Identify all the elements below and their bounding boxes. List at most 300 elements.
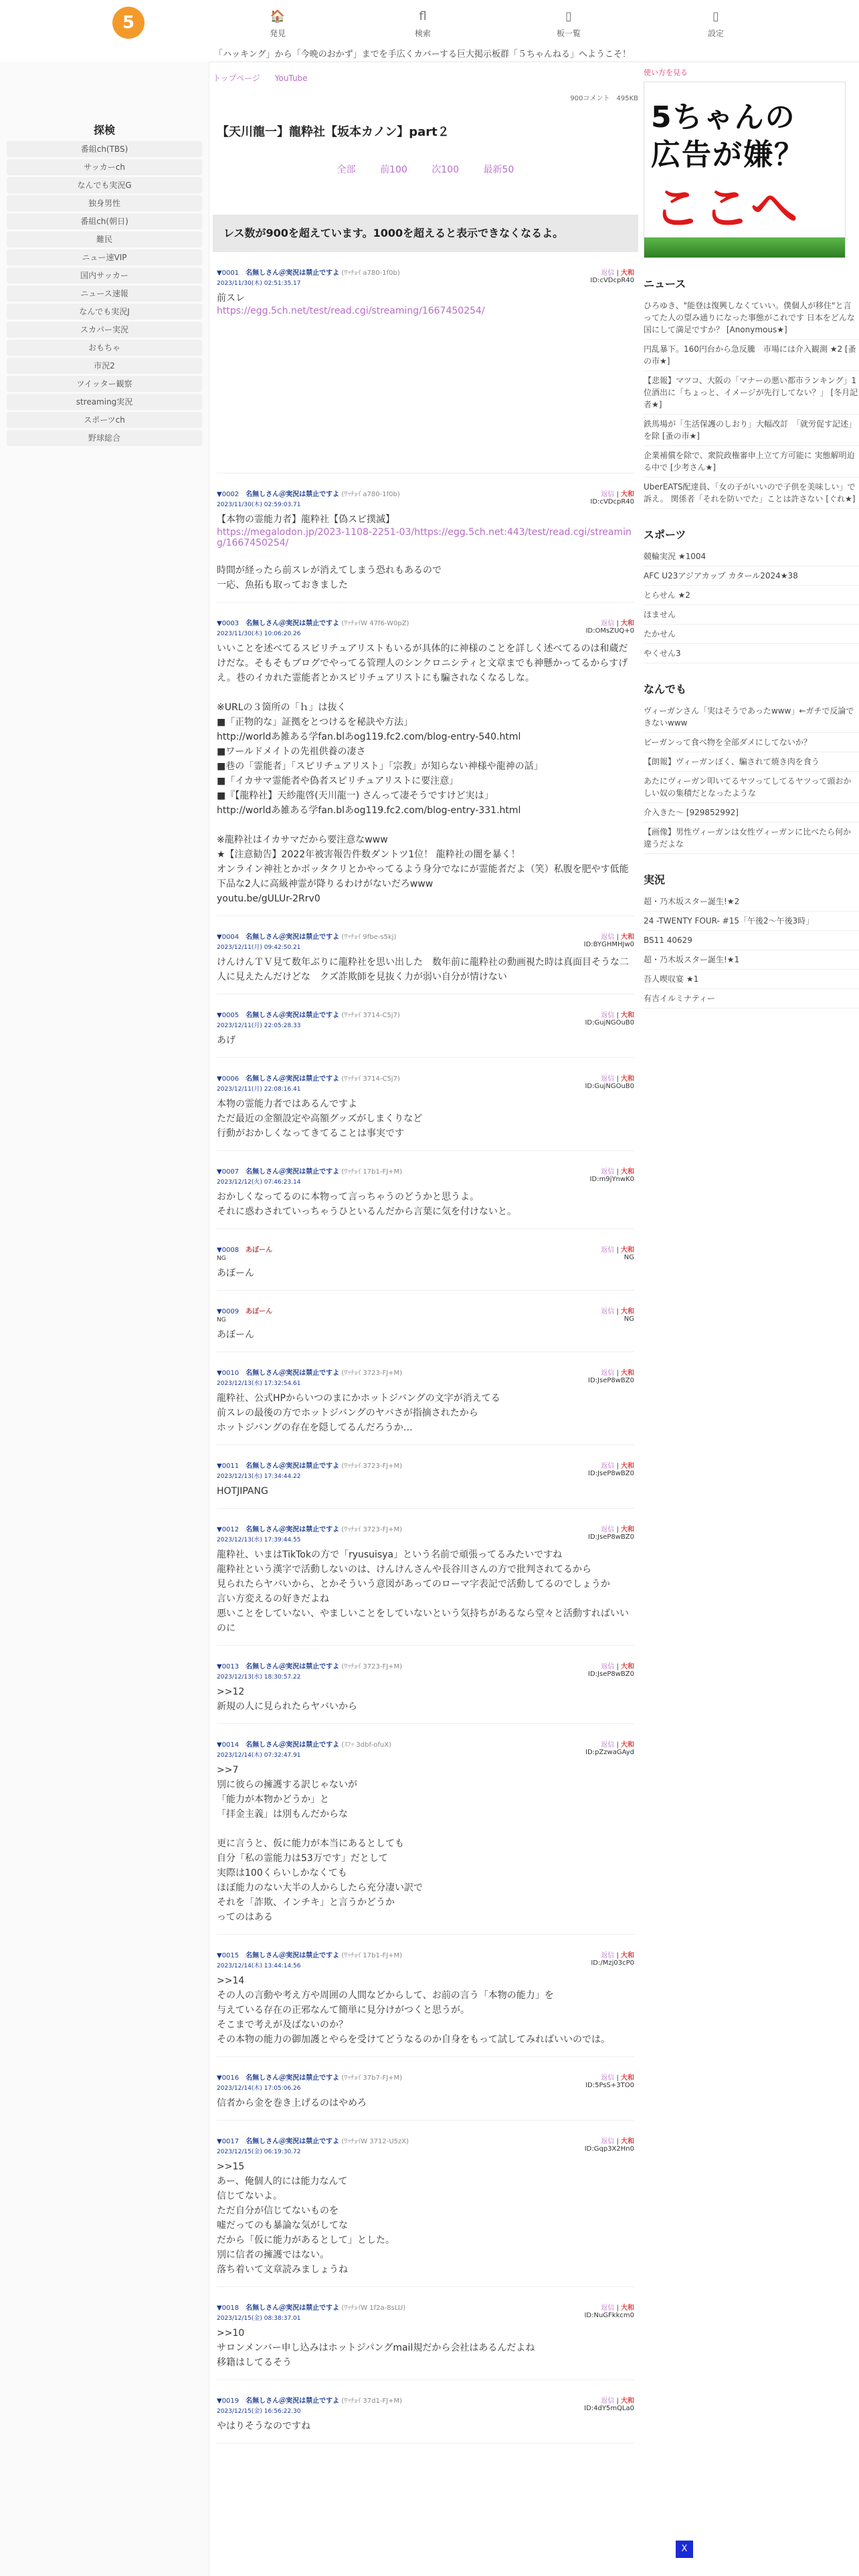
reply-link[interactable]: 返信 bbox=[601, 1308, 615, 1315]
left-sidebar bbox=[0, 62, 209, 2576]
ad-line2: 広告が嫌？ bbox=[651, 138, 805, 172]
post-trip: (ﾜｯﾁｮｲ 17b1-FJ+M) bbox=[341, 1168, 403, 1176]
post-author: 名無しさん＠実況は禁止ですよ bbox=[246, 1012, 340, 1019]
ad-line3: ここへ bbox=[654, 181, 801, 235]
post-number[interactable]: ▼0005 bbox=[217, 1012, 240, 1019]
post-number[interactable]: ▼0009 bbox=[217, 1308, 240, 1315]
gear-icon: ▯ bbox=[712, 9, 719, 23]
post-id: ID:5PsS+3TO0 bbox=[585, 2082, 634, 2089]
post bbox=[213, 2135, 638, 2287]
post-date: 2023/11/30(木) 02:51:35.17 bbox=[217, 280, 301, 287]
section-link[interactable]: ビーガンって食べ物を全部ダメにしてないか？ bbox=[644, 733, 859, 752]
sidebar-board-item[interactable]: おもちゃ bbox=[7, 340, 202, 356]
post-date: NG bbox=[217, 1255, 226, 1262]
post-header bbox=[217, 617, 634, 627]
sidebar-board-item[interactable]: ニュー速VIP bbox=[7, 249, 202, 265]
section-link[interactable]: 超・乃木坂スター誕生!★2 bbox=[644, 892, 859, 911]
post-author: 名無しさん＠実況は禁止ですよ bbox=[246, 2397, 340, 2405]
post-id: ID:OMsZUQ+0 bbox=[585, 627, 634, 635]
ng-link[interactable]: 大和 bbox=[621, 2138, 634, 2145]
post-number[interactable]: ▼0019 bbox=[217, 2397, 240, 2405]
post-author: 名無しさん＠実況は禁止ですよ bbox=[246, 1952, 340, 1959]
nav-settings[interactable] bbox=[676, 9, 756, 39]
post-id: ID:JseP8wBZ0 bbox=[588, 1377, 634, 1384]
post-header bbox=[217, 1523, 634, 1533]
post-body: >>14 その人の言動や考え方や周囲の人間などからして、お前の言う「本物の能力」を 与えている存在の正邪なんて簡単に見分けがつくと思うが。 そこまで考えが及ばないのか？ その本物の能力の御加護とやらを受けてどうなるのか自身をもって試してみればいいのでは。 bbox=[217, 1975, 610, 2045]
post-id: ID:cVDcpR40 bbox=[590, 498, 634, 506]
nav-boards-label: 板一覧 bbox=[556, 29, 581, 38]
ng-link[interactable]: 大和 bbox=[621, 491, 634, 498]
post-actions: 返信 | 大和 ID:Gqp3X2Hn0 bbox=[584, 2138, 634, 2153]
section-title: 実況 bbox=[644, 873, 666, 886]
post-divider bbox=[217, 1723, 634, 1724]
reply-link[interactable]: 返信 bbox=[601, 2304, 615, 2312]
post-number[interactable]: ▼0015 bbox=[217, 1952, 240, 1959]
post-divider bbox=[217, 2120, 634, 2121]
ng-link[interactable]: 大和 bbox=[621, 1952, 634, 1959]
post-trip: (ﾜｯﾁｮｲW 47f6-W0pZ) bbox=[341, 620, 409, 627]
section-link[interactable]: 円乱暴下。160円台から急反騰 市場には介入観測 ★2 [蚤の市★] bbox=[644, 340, 859, 371]
post-number[interactable]: ▼0001 bbox=[217, 270, 240, 277]
post-trip: (ﾜｯﾁｮｲ 3723-FJ+M) bbox=[341, 1463, 403, 1470]
post-author: 名無しさん＠実況は禁止ですよ bbox=[246, 1075, 340, 1083]
section-title: なんでも bbox=[644, 683, 687, 695]
ng-link[interactable]: 大和 bbox=[621, 1526, 634, 1533]
ng-link[interactable]: 大和 bbox=[621, 2397, 634, 2405]
post-id: ID:JseP8wBZ0 bbox=[588, 1470, 634, 1477]
post-header bbox=[217, 1949, 634, 1959]
post-actions: 返信 | 大和 NG bbox=[601, 1247, 634, 1261]
post-header bbox=[217, 931, 634, 941]
reply-link[interactable]: 返信 bbox=[601, 1370, 615, 1377]
post-trip: (ﾜｯﾁｮｲ 3714-C5j7) bbox=[341, 1075, 400, 1083]
post-author: 名無しさん＠実況は禁止ですよ bbox=[246, 491, 340, 498]
section-link[interactable]: ヴィーガンさん「実はそうであったwww」←ガチで反論できないwww bbox=[644, 702, 859, 733]
post-header bbox=[217, 2135, 634, 2145]
reply-link[interactable]: 返信 bbox=[601, 1526, 615, 1533]
reply-link[interactable]: 返信 bbox=[601, 934, 615, 941]
ng-link[interactable]: 大和 bbox=[621, 1308, 634, 1315]
post bbox=[213, 1166, 638, 1229]
section-link[interactable]: ひろゆき、"能登は復興しなくていい。僕個人が移住"と言ってた人の望み通りになった事態がこれです 日本をどんな国にして満足ですか？ [Anonymous★] bbox=[644, 296, 859, 340]
link-sections bbox=[644, 276, 859, 1008]
section-link[interactable]: AFC U23アジアカップ カタール2024★38 bbox=[644, 566, 859, 586]
sidebar-board-item[interactable]: 野球総合 bbox=[7, 430, 202, 446]
post-header bbox=[217, 1244, 634, 1254]
post-id: ID:JseP8wBZ0 bbox=[588, 1533, 634, 1541]
post-id: ID:m9jYnwK0 bbox=[589, 1176, 634, 1183]
post-author: 名無しさん＠実況は禁止ですよ bbox=[246, 1463, 340, 1470]
ng-link[interactable]: 大和 bbox=[621, 2304, 634, 2312]
reply-link[interactable]: 返信 bbox=[601, 491, 615, 498]
thread-main bbox=[213, 72, 638, 2444]
post-author: 名無しさん＠実況は禁止ですよ bbox=[246, 2304, 340, 2312]
nav-search[interactable] bbox=[383, 9, 463, 39]
reply-link[interactable]: 返信 bbox=[601, 2397, 615, 2405]
sidebar-board-item[interactable]: スポーツch bbox=[7, 412, 202, 428]
post-date: 2023/12/15(金) 16:56:22.30 bbox=[217, 2408, 301, 2415]
section-link[interactable]: 競輪実況 ★1004 bbox=[644, 547, 859, 566]
post-actions: 返信 | 大和 ID:JseP8wBZ0 bbox=[588, 1370, 634, 1384]
post-author: 名無しさん＠実況は禁止ですよ bbox=[246, 620, 340, 627]
post-header bbox=[217, 488, 634, 498]
section-link[interactable]: 吾人喫収宴 ★1 bbox=[644, 970, 859, 989]
post-id: ID:GujNGOuB0 bbox=[585, 1083, 634, 1090]
nav-search-label: 検索 bbox=[414, 29, 431, 38]
ng-link[interactable]: 大和 bbox=[621, 270, 634, 277]
section-link[interactable]: 【朗報】ヴィーガンぼく、騙されて焼き肉を食う bbox=[644, 752, 859, 772]
nav-discover-label: 発見 bbox=[269, 29, 286, 38]
section-link[interactable]: 鉄馬場が「生活保護のしおり」大幅改訂 「就労促す記述」を除 [蚤の市★] bbox=[644, 415, 859, 446]
post bbox=[213, 488, 638, 603]
section-link[interactable]: 介入きた～ [929852992] bbox=[644, 803, 859, 823]
post-date: 2023/12/12(火) 07:46:23.14 bbox=[217, 1179, 301, 1186]
post-divider bbox=[217, 1934, 634, 1935]
ad-grass-image bbox=[644, 237, 845, 257]
post-author: 名無しさん＠実況は禁止ですよ bbox=[246, 934, 340, 941]
post-number[interactable]: ▼0014 bbox=[217, 1741, 240, 1749]
list-icon: ▯ bbox=[565, 9, 572, 23]
post-id: ID:/Mzj03cP0 bbox=[591, 1959, 634, 1967]
post-actions: 返信 | 大和 ID:cVDcpR40 bbox=[590, 491, 634, 506]
post-date: 2023/12/15(金) 06:19:30.72 bbox=[217, 2149, 301, 2155]
reply-link[interactable]: 返信 bbox=[601, 1663, 615, 1671]
post-number[interactable]: ▼0017 bbox=[217, 2138, 240, 2145]
post-body: >>15 あー、俺個人的には能力なんて 信じてないよ。 ただ自分が信じてないものを 嘘だってのも暴論な気がしてな だから「仮に能力があるとして」とした。 別に信者の擁護ではない。 落ち着いて文章読みましょうね bbox=[217, 2161, 395, 2275]
post-date: 2023/11/30(木) 02:59:03.71 bbox=[217, 502, 301, 508]
pager-latest[interactable]: 最新50 bbox=[483, 165, 514, 175]
post-date: 2023/12/13(水) 17:34:44.22 bbox=[217, 1473, 301, 1480]
post-actions: 返信 | 大和 ID:NuGFkkcm0 bbox=[584, 2304, 634, 2319]
sidebar-board-item[interactable]: スカパー実況 bbox=[7, 322, 202, 338]
post-trip: (ﾜｯﾁｮｲ 3723-FJ+M) bbox=[341, 1526, 403, 1533]
ng-link[interactable]: 大和 bbox=[621, 2074, 634, 2082]
sidebar-board-item[interactable]: なんでも実況J bbox=[7, 304, 202, 320]
sidebar-board-item[interactable]: ニュース速報 bbox=[7, 286, 202, 302]
post-date: 2023/12/13(水) 17:32:54.61 bbox=[217, 1380, 301, 1387]
post bbox=[213, 2302, 638, 2380]
ng-link[interactable]: 大和 bbox=[621, 620, 634, 627]
post-number[interactable]: ▼0010 bbox=[217, 1370, 240, 1377]
post-body: あげ bbox=[217, 1035, 235, 1046]
post-body: HOTJIPANG bbox=[217, 1486, 268, 1497]
post-author: 名無しさん＠実況は禁止ですよ bbox=[246, 1370, 340, 1377]
post-divider bbox=[217, 1645, 634, 1646]
post-header bbox=[217, 2395, 634, 2405]
breadcrumb bbox=[213, 72, 638, 84]
section-link[interactable]: 【悲報】マツコ、大阪の「マナーの悪い都市ランキング」1位酒出に「ちょっと、イメージが先行してない？」 [冬月記者★] bbox=[644, 371, 859, 415]
post-author: あぼーん bbox=[246, 1247, 273, 1254]
post-body: >>12 新規の人に見られたらヤバいから bbox=[217, 1687, 357, 1712]
sidebar-board-item[interactable]: 番組ch(TBS) bbox=[7, 141, 202, 157]
ad-line1: 5ちゃんの bbox=[651, 100, 796, 134]
post-actions: 返信 | 大和 ID:JseP8wBZ0 bbox=[588, 1526, 634, 1541]
crumb-top[interactable]: トップページ bbox=[213, 74, 260, 83]
post-body: >>7 別に彼らの擁護する訳じゃないが 「能力が本物かどうか」と 「拝金主義」は別もんだからな 更に言うと、仮に能力が本当にあるとしても 自分「私の霊能力は53万です」だとして 実際は100くらいしかなくても ほぼ能力のない大半の人からしたら充分凄い訳で それを「詐欺、インチキ」と言うかどうか ってのはある bbox=[217, 1765, 423, 1923]
post-body: 龍粋社、公式HPからいつのまにかホットジバングの文字が消えてる 前スレの最後の方でホットジバングのヤバさが指摘されたから ホットジバングの存在を隠してるんだろうか… bbox=[217, 1393, 500, 1433]
post-date: 2023/12/14(木) 17:05:06.26 bbox=[217, 2085, 301, 2092]
post-header bbox=[217, 1367, 634, 1377]
post-divider bbox=[217, 2443, 634, 2444]
post-header bbox=[217, 1660, 634, 1671]
section-link[interactable]: UberEATS配達員、「女の子がいいので子供を美味しい」で訴え。 関係者「それを防いでた」ことは許さない [ぐれ★] bbox=[644, 477, 859, 509]
post-author: あぼーん bbox=[246, 1308, 273, 1315]
reply-link[interactable]: 返信 bbox=[601, 1463, 615, 1470]
ng-link[interactable]: 大和 bbox=[621, 1370, 634, 1377]
post-number[interactable]: ▼0016 bbox=[217, 2074, 240, 2082]
post-trip: (ｽﾌｯ 3dbf-ofuX) bbox=[341, 1741, 391, 1749]
post-divider bbox=[217, 1508, 634, 1509]
post-author: 名無しさん＠実況は禁止ですよ bbox=[246, 1741, 340, 1749]
post-body: 本物の霊能力者ではあるんですよ ただ最近の金額設定や高額グッズがしまくりなど 行動がおかしくなってきてることは事実です bbox=[217, 1099, 423, 1139]
section-title: スポーツ bbox=[644, 528, 686, 541]
post-id: ID:pZzwaGAyd bbox=[585, 1749, 634, 1756]
pager bbox=[213, 163, 638, 176]
post-divider bbox=[217, 1290, 634, 1291]
section-link[interactable]: たかせん bbox=[644, 625, 859, 644]
section-title: ニュース bbox=[644, 278, 686, 290]
post-header bbox=[217, 1166, 634, 1176]
post-actions: 返信 | 大和 ID:JseP8wBZ0 bbox=[588, 1463, 634, 1477]
post-author: 名無しさん＠実況は禁止ですよ bbox=[246, 270, 340, 277]
post-body: けんけんＴＶ見て数年ぶりに龍粋社を思い出した 数年前に龍粋社の動画視た時は真面目そうな二人に見えたんだけどな クズ詐欺師を見抜く力が弱い自分が情けない bbox=[217, 957, 629, 982]
post bbox=[213, 1660, 638, 1724]
post-actions: 返信 | 大和 ID:m9jYnwK0 bbox=[589, 1168, 634, 1183]
ng-link[interactable]: 大和 bbox=[621, 1168, 634, 1176]
section-link[interactable]: 【画像】男性ヴィーガンは女性ヴィーガンに比べたら何か違うだよな bbox=[644, 823, 859, 854]
post-id: NG bbox=[624, 1254, 634, 1261]
post-id: ID:NuGFkkcm0 bbox=[584, 2312, 634, 2319]
sidebar-board-item[interactable]: 国内サッカー bbox=[7, 267, 202, 284]
post-header bbox=[217, 1009, 634, 1019]
pager-prev[interactable]: 前100 bbox=[380, 165, 407, 175]
post-number[interactable]: ▼0007 bbox=[217, 1168, 240, 1176]
post-actions: 返信 | 大和 ID:4dY5mQLa0 bbox=[584, 2397, 634, 2412]
reply-link[interactable]: 返信 bbox=[601, 2138, 615, 2145]
post-trip: (ﾜｯﾁｮｲ 3714-C5j7) bbox=[341, 1012, 400, 1019]
post-header bbox=[217, 1073, 634, 1083]
post-date: 2023/12/14(木) 07:32:47.91 bbox=[217, 1752, 301, 1759]
section-link[interactable]: とらせん ★2 bbox=[644, 586, 859, 605]
post-actions: 返信 | 大和 ID:JseP8wBZ0 bbox=[588, 1663, 634, 1678]
post-divider bbox=[217, 2379, 634, 2380]
post-trip: (ﾜｯﾁｮｲ a780-1f0b) bbox=[341, 491, 400, 498]
post-number[interactable]: ▼0011 bbox=[217, 1463, 240, 1470]
post-header bbox=[217, 1739, 634, 1749]
search-icon: fl bbox=[419, 9, 427, 23]
post-body-extra: 時間が経ったら前スレが消えてしまう恐れもあるので 一応、魚拓も取っておきました bbox=[217, 565, 442, 591]
post-number[interactable]: ▼0008 bbox=[217, 1247, 240, 1254]
post-header bbox=[217, 2302, 634, 2312]
post-divider bbox=[217, 602, 634, 603]
post-header bbox=[217, 1305, 634, 1315]
sidebar-board-item[interactable]: 難民 bbox=[7, 231, 202, 247]
pager-all[interactable]: 全部 bbox=[337, 165, 356, 175]
post-link[interactable]: https://megalodon.jp/2023-1108-2251-03/https://egg.5ch.net:443/test/read.cgi/streaming/1667450254/ bbox=[217, 527, 632, 548]
post-divider bbox=[217, 1444, 634, 1445]
ad-banner[interactable] bbox=[644, 82, 846, 258]
post-trip: (ﾜｯﾁｮｲ 17b1-FJ+M) bbox=[341, 1952, 403, 1959]
post-date: 2023/12/14(木) 13:44:14.56 bbox=[217, 1963, 301, 1969]
post bbox=[213, 931, 638, 994]
section-link[interactable]: 有吉イルミナティー bbox=[644, 989, 859, 1008]
post-date: 2023/12/15(金) 08:38:37.01 bbox=[217, 2315, 301, 2322]
post-limit-notice: レス数が900を超えています。1000を超えると表示できなくなるよ。 bbox=[213, 215, 638, 252]
post-id: NG bbox=[624, 1315, 634, 1323]
section-link[interactable]: ほません bbox=[644, 605, 859, 625]
sidebar-board-item[interactable]: 番組ch(朝日) bbox=[7, 213, 202, 229]
post-id: ID:4dY5mQLa0 bbox=[584, 2405, 634, 2412]
post bbox=[213, 1367, 638, 1445]
crumb-board[interactable]: YouTube bbox=[274, 74, 308, 83]
post bbox=[213, 267, 638, 473]
post-divider bbox=[217, 1228, 634, 1229]
post bbox=[213, 1305, 638, 1352]
post bbox=[213, 1460, 638, 1509]
reply-link[interactable]: 返信 bbox=[601, 1012, 615, 1019]
post-trip: (ﾜｯﾁｮｲ a780-1f0b) bbox=[341, 270, 400, 277]
reply-link[interactable]: 返信 bbox=[601, 2074, 615, 2082]
home-icon: 🏠 bbox=[270, 9, 286, 23]
post-header bbox=[217, 2072, 634, 2082]
post-id: ID:JseP8wBZ0 bbox=[588, 1671, 634, 1678]
post-date: 2023/11/30(木) 10:06:20.26 bbox=[217, 631, 301, 637]
section-link[interactable]: 24 -TWENTY FOUR- #15「午後2〜午後3時」 bbox=[644, 911, 859, 931]
post-number[interactable]: ▼0006 bbox=[217, 1075, 240, 1083]
sidebar-board-item[interactable]: streaming実況 bbox=[7, 394, 202, 410]
thread-meta: 900コメント 495KB bbox=[570, 95, 638, 102]
ng-link[interactable]: 大和 bbox=[621, 934, 634, 941]
post bbox=[213, 1523, 638, 1646]
reply-link[interactable]: 返信 bbox=[601, 1741, 615, 1749]
reply-link[interactable]: 返信 bbox=[601, 270, 615, 277]
post-number[interactable]: ▼0003 bbox=[217, 620, 240, 627]
post bbox=[213, 1949, 638, 2057]
post bbox=[213, 2072, 638, 2121]
post-actions: 返信 | 大和 ID:cVDcpR40 bbox=[590, 270, 634, 284]
post-actions: 返信 | 大和 ID:BYGHMHJw0 bbox=[583, 934, 634, 948]
pager-next[interactable]: 次100 bbox=[432, 165, 460, 175]
post bbox=[213, 1073, 638, 1151]
section-link[interactable]: やくせん3 bbox=[644, 644, 859, 663]
section-link[interactable]: 企業補償を除で、衆院政権審申上立て方可能に 実態解明迫る中で [少考さん★] bbox=[644, 446, 859, 477]
post-number[interactable]: ▼0004 bbox=[217, 934, 240, 941]
sidebar-board-item[interactable]: 市況2 bbox=[7, 358, 202, 374]
reply-link[interactable]: 返信 bbox=[601, 1952, 615, 1959]
post-number[interactable]: ▼0012 bbox=[217, 1526, 240, 1533]
sidebar-board-item[interactable]: ツイッター観察 bbox=[7, 376, 202, 392]
post-header bbox=[217, 267, 634, 277]
post-actions: 返信 | 大和 ID:5PsS+3TO0 bbox=[585, 2074, 634, 2089]
post-date: 2023/12/13(水) 18:30:57.22 bbox=[217, 1674, 301, 1681]
post-actions: 返信 | 大和 ID:GujNGOuB0 bbox=[585, 1012, 634, 1027]
thread-title: 【天川龍一】龍粋社【坂本カノン】part２ bbox=[217, 125, 450, 139]
ng-link[interactable]: 大和 bbox=[621, 1463, 634, 1470]
post-body: あぼーん bbox=[217, 1329, 254, 1340]
post-author: 名無しさん＠実況は禁止ですよ bbox=[246, 1663, 340, 1671]
post-actions: 返信 | 大和 ID:pZzwaGAyd bbox=[585, 1741, 634, 1756]
post-link[interactable]: https://egg.5ch.net/test/read.cgi/streaming/1667450254/ bbox=[217, 306, 485, 316]
ng-link[interactable]: 大和 bbox=[621, 1663, 634, 1671]
post-list bbox=[213, 267, 638, 2444]
post-trip: (ﾜｯﾁｮｲ 3723-FJ+M) bbox=[341, 1663, 403, 1671]
nav-discover[interactable] bbox=[237, 9, 318, 39]
post-body: 信者から金を巻き上げるのはやめろ bbox=[217, 2098, 367, 2109]
post-trip: (ﾜｯﾁｮｲW 3712-U5zX) bbox=[341, 2138, 409, 2145]
reply-link[interactable]: 返信 bbox=[601, 620, 615, 627]
post-number[interactable]: ▼0018 bbox=[217, 2304, 240, 2312]
close-button[interactable]: X bbox=[676, 2541, 693, 2558]
ng-link[interactable]: 大和 bbox=[621, 1012, 634, 1019]
post-body: いいことを述べてるスピリチュアリストもいるが具体的に神様のことを詳しく述べてるのは和蔵だけだな。そもそもブログでやってる管理人のシンクロニシティと文章までも神懸かってるからすげえ。巷のイカれた霊能者とかスピリチュアリストにも騙されなくなるしな。 ※URLの３箇所の「ｈ」は抜く ■「正物的な」証拠をとつけるを秘訣や方法」 http://worldあ雑ある学fan.blあog119.fc2.com/blog-entry-540.html ■ワールドメイトの先祖供養の凄さ ■巷の「霊能者」「スピリチュアリスト」「宗教」が知らない神様や龍神の話」 ■「イカサマ霊能者や偽者スピリチュアリストに要注意」 ■『【龍粋社】天紗龍啓(天川龍一) さんって凄そうですけど実は」 http://worldあ雑ある学fan.blあog119.fc2.com/blog-entry-331.html ※龍粋社はイカサマだから要注意なwww ★【注意勧告】2022年被害報告件数ダントツ1位！ 龍粋社の闇を暴く！ オンライン神社とかボッタクリとかやってるよう身分でなにが霊能者だよ（笑）私腹を肥やす低能下品な2人に高級神霊が降りるわけがないだろwww youtu.be/gULUr-2Rrv0 bbox=[217, 643, 629, 904]
post bbox=[213, 1739, 638, 1935]
post-header bbox=[217, 1460, 634, 1470]
welcome-marquee: 「ハッキング」から「今晩のおかず」までを手広くカバーする巨大掲示板群「５ちゃんねる」へようこそ！ bbox=[214, 49, 631, 60]
board-list bbox=[0, 141, 209, 446]
post-date: 2023/12/11(月) 09:42:50.21 bbox=[217, 944, 301, 951]
post-id: ID:Gqp3X2Hn0 bbox=[584, 2145, 634, 2153]
site-logo[interactable]: 5 bbox=[112, 7, 145, 39]
post bbox=[213, 1009, 638, 1058]
post-body: 前スレ bbox=[217, 293, 245, 304]
sidebar-board-item[interactable]: 独身男性 bbox=[7, 195, 202, 211]
post-actions: 返信 | 大和 ID:OMsZUQ+0 bbox=[585, 620, 634, 635]
post-number[interactable]: ▼0013 bbox=[217, 1663, 240, 1671]
post-body: やはりそうなのですね bbox=[217, 2421, 310, 2432]
post-body: 【本物の霊能力者】龍粋社【偽スピ撲滅】 bbox=[217, 514, 395, 525]
post-number[interactable]: ▼0002 bbox=[217, 491, 240, 498]
post-date: NG bbox=[217, 1317, 226, 1323]
post-body: おかしくなってるのに本物って言っちゃうのどうかと思うよ。 それに惑わされていっちゃうひといるんだから言葉に気を付けないと。 bbox=[217, 1192, 516, 1217]
post-actions: 返信 | 大和 ID:GujNGOuB0 bbox=[585, 1075, 634, 1090]
post-date: 2023/12/11(月) 22:05:28.33 bbox=[217, 1023, 301, 1029]
section-link[interactable]: BS11 40629 bbox=[644, 931, 859, 950]
reply-link[interactable]: 返信 bbox=[601, 1247, 615, 1254]
ng-link[interactable]: 大和 bbox=[621, 1075, 634, 1083]
post-actions: 返信 | 大和 ID:/Mzj03cP0 bbox=[591, 1952, 634, 1967]
sidebar-board-item[interactable]: サッカーch bbox=[7, 159, 202, 175]
post bbox=[213, 2395, 638, 2444]
post-id: ID:BYGHMHJw0 bbox=[583, 941, 634, 948]
reply-link[interactable]: 返信 bbox=[601, 1168, 615, 1176]
post-date: 2023/12/11(月) 22:08:16.41 bbox=[217, 1086, 301, 1093]
post-divider bbox=[217, 1150, 634, 1151]
ad-label[interactable]: 使い方を見る bbox=[644, 68, 688, 77]
post-trip: (ﾜｯﾁｮｲW 1f2a-8sLU) bbox=[341, 2304, 406, 2312]
post-divider bbox=[217, 2056, 634, 2057]
post-author: 名無しさん＠実況は禁止ですよ bbox=[246, 1168, 340, 1176]
post-divider bbox=[217, 2286, 634, 2287]
post-body: 龍粋社、いまはTikTokの方で「ryusuisya」という名前で頑張ってるみたいですね 龍粋社という漢字で活動しないのは、けんけんさんや長谷川さんの方で批判されてるから 見られたらヤバいから、とかそういう意図があってのローマ字表記で活動してるのでしょうか 言い方変えるの好きだよね 悪いことをしていない、やましいことをしていないという気持ちがあるなら堂々と活動すればいいのに bbox=[217, 1549, 629, 1634]
post-trip: (ﾜｯﾁｮｲ 3723-FJ+M) bbox=[341, 1370, 403, 1377]
post-author: 名無しさん＠実況は禁止ですよ bbox=[246, 2074, 340, 2082]
post-author: 名無しさん＠実況は禁止ですよ bbox=[246, 2138, 340, 2145]
post-trip: (ﾜｯﾁｮｲ 9fbe-s5kj) bbox=[341, 934, 397, 941]
post-divider bbox=[217, 1057, 634, 1058]
ng-link[interactable]: 大和 bbox=[621, 1247, 634, 1254]
post-actions: 返信 | 大和 NG bbox=[601, 1308, 634, 1323]
reply-link[interactable]: 返信 bbox=[601, 1075, 615, 1083]
post-body: >>10 サロンメンバー申し込みはホットジパングmail規だから会社はあるんだよね 移籍はしてるそう bbox=[217, 2328, 535, 2368]
post-trip: (ﾜｯﾁｮｲ 37d1-FJ+M) bbox=[341, 2397, 403, 2405]
nav-settings-label: 設定 bbox=[707, 29, 724, 38]
section-link[interactable]: 超・乃木坂スター誕生!★1 bbox=[644, 950, 859, 970]
ng-link[interactable]: 大和 bbox=[621, 1741, 634, 1749]
sidebar-board-item[interactable]: なんでも実況G bbox=[7, 177, 202, 193]
nav-boards[interactable] bbox=[529, 9, 609, 39]
section-link[interactable]: あたにヴィーガン叩いてるヤツってしてるヤツって頭おかしい奴の集積だとなったような bbox=[644, 772, 859, 803]
post bbox=[213, 617, 638, 916]
